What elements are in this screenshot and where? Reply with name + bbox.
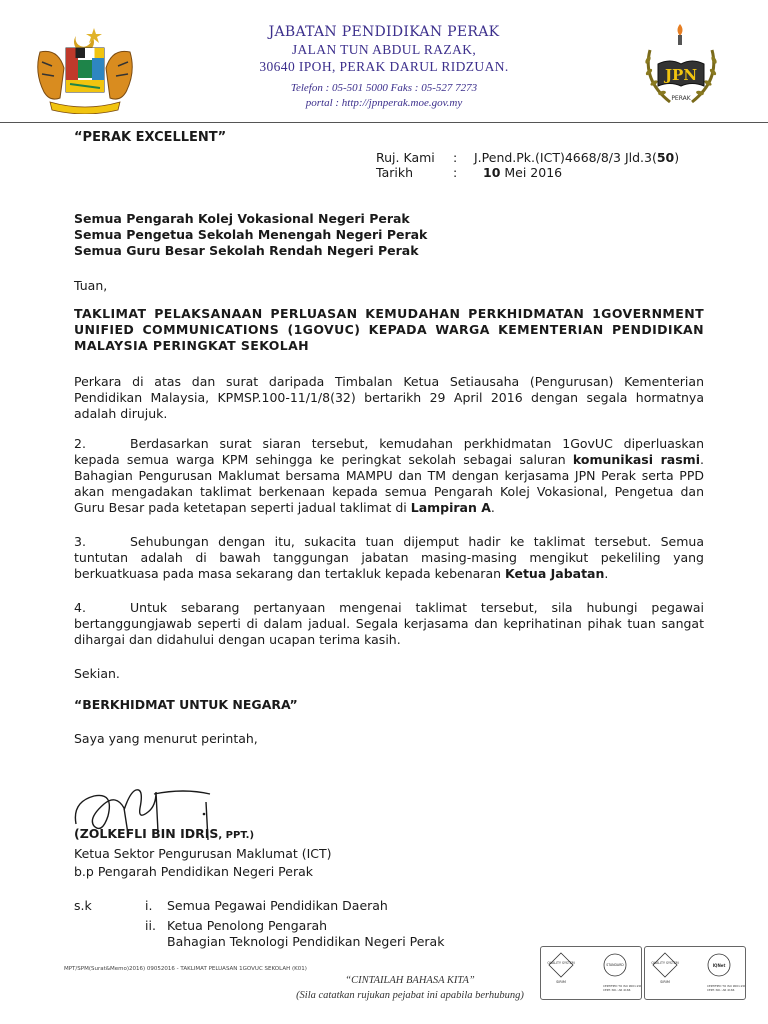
letterhead-portal: portal : http://jpnperak.moe.gov.my <box>305 97 463 109</box>
reference-close-paren: ) <box>674 150 680 165</box>
svg-text:CERT. NO.: AR 4166: CERT. NO.: AR 4166 <box>707 988 735 992</box>
date-handwritten-day: 10 <box>483 165 501 180</box>
footer-language-slogan: “CINTAILAH BAHASA KITA” <box>345 975 475 986</box>
svg-text:CERT. NO.: AR 4166: CERT. NO.: AR 4166 <box>603 988 631 992</box>
svg-text:PERAK: PERAK <box>671 95 691 102</box>
recipient-line: Semua Guru Besar Sekolah Rendah Negeri Perak <box>74 243 419 258</box>
paragraph-text: Berdasarkan surat siaran tersebut, kemudahan perkhidmatan 1GovUC diperluaskan kepada semua warga KPM sehingga ke peringkat sekolah sebagai saluran <box>74 436 704 467</box>
signatory-full-name: (ZOLKEFLI BIN IDRIS <box>74 826 219 841</box>
paragraph-text: Untuk sebarang pertanyaan mengenai taklimat tersebut, sila hubungi pegawai bertanggungjawab seperti di dalam jadual. Segala kerjasama dan keprihatinan pihak tuan sangat dihargai dan didahului dengan ucapan terima kasih. <box>74 600 704 647</box>
salutation: Tuan, <box>74 278 108 293</box>
iqnet-quality-certification-badge <box>644 946 746 1000</box>
cc-item-number: ii. <box>145 918 156 933</box>
signatory-position: Ketua Sektor Pengurusan Maklumat (ICT) <box>74 846 332 861</box>
reference-number-text: J.Pend.Pk.(ICT)4668/8/3 Jld.3( <box>474 150 657 165</box>
svg-text:STANDARD: STANDARD <box>606 963 624 967</box>
svg-text:QUALITY SYSTEM: QUALITY SYSTEM <box>547 961 575 965</box>
paragraph-text: . <box>604 566 609 581</box>
svg-text:QUALITY SYSTEM: QUALITY SYSTEM <box>651 961 679 965</box>
file-reference-note: MPT/SPM(Surat&Memo)2016) 09052016 - TAKLIMAT PELUASAN 1GOVUC SEKOLAH (K01) <box>64 966 307 972</box>
paragraph-emphasis: Ketua Jabatan <box>505 566 605 581</box>
cc-item: Semua Pegawai Pendidikan Daerah <box>167 898 388 913</box>
paragraph-number: 4. <box>74 600 86 615</box>
jpn-perak-logo <box>636 20 726 116</box>
sirim-quality-certification-badge <box>540 946 642 1000</box>
letter-subject-title: TAKLIMAT PELAKSANAAN PERLUASAN KEMUDAHAN PERKHIDMATAN 1GOVERNMENT UNIFIED COMMUNICATIONS (1GOVUC) KEPADA WARGA KEMENTERIAN PENDIDIKAN MALAYSIA PERINGKAT SEKOLAH <box>74 306 704 353</box>
reference-colon: : <box>453 150 458 165</box>
paragraph-2 <box>74 436 704 516</box>
svg-text:CERTIFIED TO ISO 9001:2008: CERTIFIED TO ISO 9001:2008 <box>603 984 641 988</box>
svg-text:JPN: JPN <box>664 66 698 84</box>
paragraph-4 <box>74 600 704 648</box>
signatory-on-behalf: b.p Pengarah Pendidikan Negeri Perak <box>74 864 313 879</box>
cc-item-number: i. <box>145 898 153 913</box>
date-label: Tarikh <box>376 165 413 180</box>
paragraph-emphasis: Lampiran A <box>410 500 491 515</box>
svg-text:SIRIM: SIRIM <box>660 980 670 984</box>
cc-item-continuation: Bahagian Teknologi Pendidikan Negeri Perak <box>167 934 445 949</box>
paragraph-text: Sehubungan dengan itu, sukacita tuan dijemput hadir ke taklimat tersebut. Semua tuntutan adalah di bawah tanggungan jabatan masing-masing mengikut pekeliling yang berkuatkuasa pada masa sekarang dan tertakluk kepada kebenaran <box>74 534 704 581</box>
reference-handwritten-number: 50 <box>656 150 675 165</box>
recipient-line: Semua Pengetua Sekolah Menengah Negeri Perak <box>74 227 428 242</box>
cc-item: Ketua Penolong Pengarah <box>167 918 328 933</box>
paragraph-1: Perkara di atas dan surat daripada Timbalan Ketua Setiausaha (Pengurusan) Kementerian Pendidikan Malaysia, KPMSP.100-11/1/8(32) bertarikh 29 April 2016 dengan segala hormatnya adalah dirujuk. <box>74 374 704 421</box>
yours-faithfully: Saya yang menurut perintah, <box>74 731 258 746</box>
paragraph-number: 2. <box>74 436 86 451</box>
closing: Sekian. <box>74 666 120 681</box>
paragraph-text: . Bahagian Pengurusan Maklumat bersama MAMPU dan TM dengan kerjasama JPN Perak serta PPD akan mengadakan taklimat berkenaan kepada semua Pengarah Kolej Vokasional, Pengetua dan Guru Besar pada ketetapan seperti jadual taklimat di <box>74 452 704 515</box>
date-month-year: Mei 2016 <box>504 165 563 180</box>
paragraph-emphasis: komunikasi rasmi <box>572 452 700 467</box>
letterhead-address-line2: 30640 IPOH, PERAK DARUL RIDZUAN. <box>259 59 509 74</box>
signatory-name <box>74 826 254 841</box>
footer-reference-note: (Sila catatkan rujukan pejabat ini apabila berhubung) <box>296 990 524 1001</box>
letterhead-divider <box>0 122 768 123</box>
reference-number <box>474 150 679 165</box>
letterhead-address-line1: JALAN TUN ABDUL RAZAK, <box>291 42 477 57</box>
paragraph-text: . <box>490 500 495 515</box>
svg-text:IQNet: IQNet <box>712 963 726 968</box>
motto: “PERAK EXCELLENT” <box>74 130 227 145</box>
letterhead-phone-fax: Telefon : 05-501 5000 Faks : 05-527 7273 <box>290 82 478 94</box>
service-slogan: “BERKHIDMAT UNTUK NEGARA” <box>74 697 298 712</box>
letterhead-department-name: JABATAN PENDIDIKAN PERAK <box>268 24 500 40</box>
signatory-title-suffix: , PPT.) <box>218 830 255 841</box>
paragraph-3 <box>74 534 704 582</box>
letter-date <box>483 165 562 180</box>
cc-label: s.k <box>74 898 92 913</box>
recipient-line: Semua Pengarah Kolej Vokasional Negeri Perak <box>74 211 410 226</box>
date-colon: : <box>453 165 458 180</box>
reference-label: Ruj. Kami <box>376 150 435 165</box>
paragraph-number: 3. <box>74 534 86 549</box>
svg-text:SIRIM: SIRIM <box>556 980 566 984</box>
svg-text:CERTIFIED TO ISO 9001:2008: CERTIFIED TO ISO 9001:2008 <box>707 984 745 988</box>
